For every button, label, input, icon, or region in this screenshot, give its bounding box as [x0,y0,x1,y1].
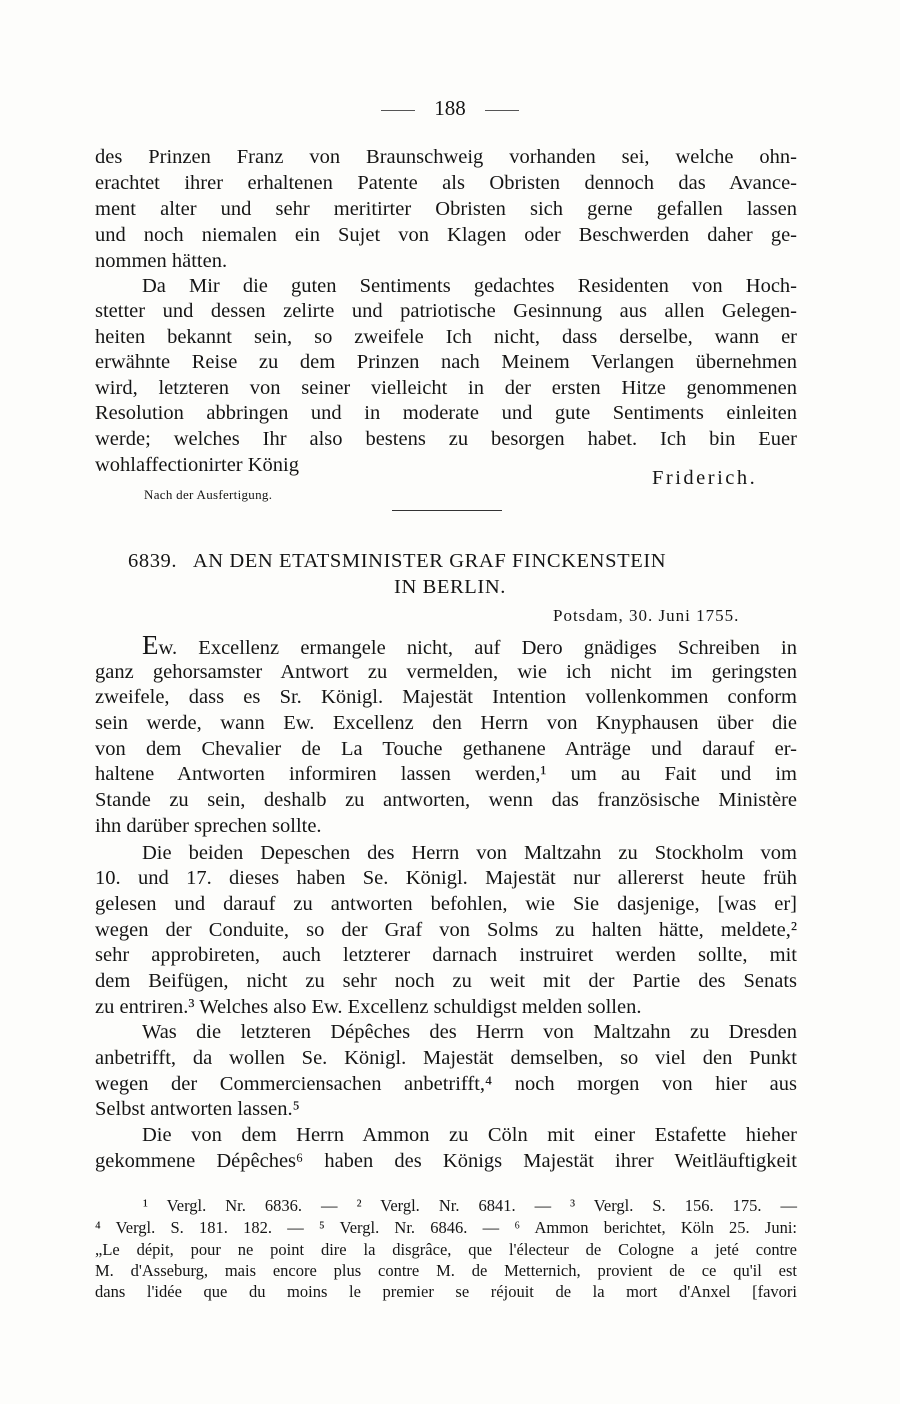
text-line: zweifele, dass es Sr. Königl. Majestät Intention vollenkommen conform [95,686,797,708]
text-line: wird, letzteren von seiner vielleicht in der ersten Hitze genommenen [95,377,797,399]
page-number: 188 [434,96,466,120]
text-line: stetter und dessen zelirte und patriotische Gesinnung aus allen Gelegen- [95,300,797,322]
text-line: Resolution abbringen und in moderate und gute Sentiments einleiten [95,402,797,424]
text-line: erwähnte Reise zu dem Prinzen nach Meinem Verlangen übernehmen [95,351,797,373]
header-dash-left [381,110,415,111]
text-line: gelesen und darauf zu antworten befohlen, wie Sie dasjenige, [was er] [95,893,797,915]
source-note: Nach der Ausfertigung. [144,487,273,502]
text-line: wegen der Conduite, so der Graf von Solms zu halten hätte, meldete,² [95,919,797,941]
text-line: Selbst antworten lassen.⁵ [95,1098,300,1120]
section-divider [392,510,502,511]
text-line: Die von dem Herrn Ammon zu Cöln mit einer Estafette hieher [142,1124,797,1146]
signature: Friderich. [652,467,758,489]
text-line: ihn darüber sprechen sollte. [95,815,322,837]
text-line: werde; welches Ihr also bestens zu besorgen habet. Ich bin Euer [95,428,797,450]
text-line: haltene Antworten informiren lassen werden,¹ um au Fait und im [95,763,797,785]
text-line: Da Mir die guten Sentiments gedachtes Residenten von Hoch- [142,275,797,297]
text-line: sein werde, wann Ew. Excellenz den Herrn von Knyphausen über die [95,712,797,734]
header-dash-right [485,110,519,111]
text-line: nommen hätten. [95,250,228,272]
document-heading [128,550,768,573]
text-line: gekommene Dépêches⁶ haben des Königs Majestät ihrer Weitläuftigkeit [95,1150,797,1172]
text-line: wohlaffectionirter König [95,454,299,476]
text-line: anbetrifft, da wollen Se. Königl. Majestät demselben, so viel den Punkt [95,1047,797,1069]
footnote-line: ¹ Vergl. Nr. 6836. — ² Vergl. Nr. 6841. — ³ Vergl. S. 156. 175. — [143,1196,797,1215]
text-line: ganz gehorsamster Antwort zu vermelden, wie ich nicht im geringsten [95,661,797,683]
text-line: Die beiden Depeschen des Herrn von Maltzahn zu Stockholm vom [142,842,797,864]
footnote-line: dans l'idée que du moins le premier se réjouit de la mort d'Anxel [favori [95,1282,797,1301]
text-line [142,632,797,661]
document-title-line1: AN DEN ETATSMINISTER GRAF FINCKENSTEIN [192,550,667,572]
initial-letter: E [142,630,159,660]
text-line: ment alter und sehr meritirter Obristen sich gerne gefallen lassen [95,198,797,220]
text-line: und noch niemalen ein Sujet von Klagen oder Beschwerden daher ge- [95,224,797,246]
footnote-line: ⁴ Vergl. S. 181. 182. — ⁵ Vergl. Nr. 6846. — ⁶ Ammon berichtet, Köln 25. Juni: [95,1218,797,1237]
text-line: wegen der Commerciensachen anbetrifft,⁴ noch morgen von hier aus [95,1073,797,1095]
text-line: zu entriren.³ Welches also Ew. Excellenz schuldigst melden sollen. [95,996,642,1018]
text-line: von dem Chevalier de La Touche gethanene Anträge und darauf er- [95,738,797,760]
dateline: Potsdam, 30. Juni 1755. [553,606,740,625]
first-line-text: w. Excellenz ermangele nicht, auf Dero gnädiges Schreiben in [158,637,797,659]
text-line: Was die letzteren Dépêches des Herrn von Maltzahn zu Dresden [142,1021,797,1043]
document-title-line2: IN BERLIN. [394,576,506,598]
text-line: erachtet ihrer erhaltenen Patente als Obristen dennoch das Avance- [95,172,797,194]
footnote-line: „Le dépit, pour ne point dire la disgrâce, que l'électeur de Cologne a jeté contre [95,1240,797,1259]
footnote-line: M. d'Asseburg, mais encore plus contre M. de Metternich, provient de ce qu'il est [95,1261,797,1280]
text-line: 10. und 17. dieses haben Se. Königl. Majestät nur allererst heute früh [95,867,797,889]
text-line: sehr approbireten, auch letzterer darnach instruiret werden sollte, mit [95,944,797,966]
text-line: dem Beifügen, nicht zu sehr noch zu weit mit der Partie des Senats [95,970,797,992]
document-number: 6839. [128,550,178,572]
text-line: heiten bekannt sein, so zweifele Ich nicht, dass derselbe, wann er [95,326,797,348]
text-line: des Prinzen Franz von Braunschweig vorhanden sei, welche ohn- [95,146,797,168]
text-line: Stande zu sein, deshalb zu antworten, wenn das französische Ministère [95,789,797,811]
page-header [0,96,900,121]
